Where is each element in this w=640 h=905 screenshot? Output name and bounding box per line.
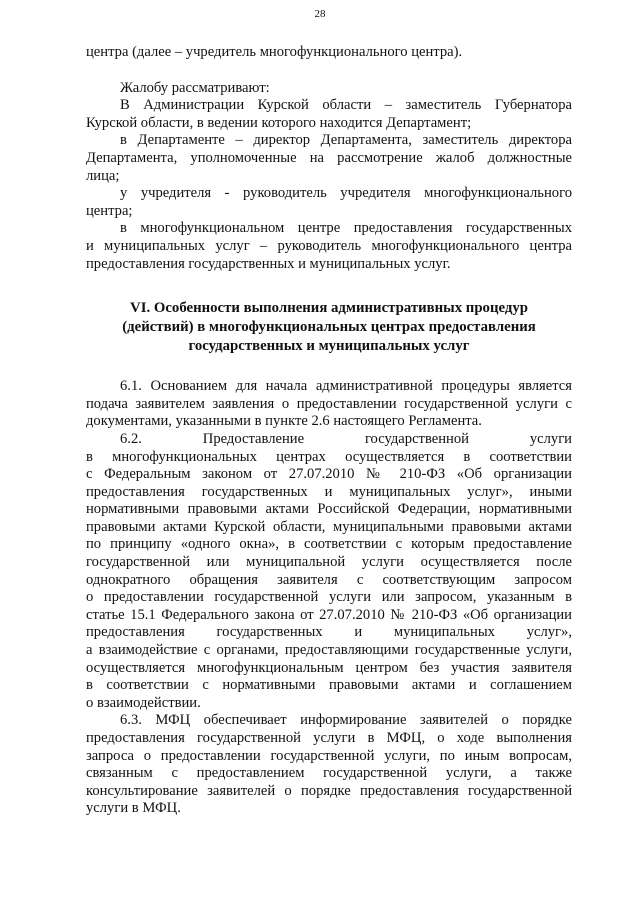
text-line: предоставления государственных и муниципальных услуг», [86, 624, 572, 641]
text-line: правовыми актами Курской области, муниципальными правовыми актами [86, 518, 572, 535]
document-body [86, 44, 572, 818]
text-line: осуществляется многофункциональным центром без участия заявителя [86, 659, 572, 676]
text-line: у учредителя - руководитель учредителя многофункционального [120, 185, 572, 202]
text-line: в соответствии с нормативными правовыми актами и соглашением [86, 677, 572, 694]
text-line: 6.2. Предоставление государственной услуги [120, 430, 572, 447]
text-line: в Департаменте – директор Департамента, заместитель директора [120, 132, 572, 149]
text-line: предоставления государственных и муниципальных услуг. [86, 255, 451, 272]
text-line: Жалобу рассматривают: [120, 79, 270, 96]
text-line: услуги в МФЦ. [86, 800, 181, 817]
text-line: 6.3. МФЦ обеспечивает информирование заявителей о порядке [120, 712, 572, 729]
paragraph-6-1 [86, 378, 572, 431]
text-line: нормативными правовыми актами Российской Федерации, нормативными [86, 501, 572, 518]
page-number: 28 [314, 8, 326, 20]
heading-line: VI. Особенности выполнения административных процедур [130, 300, 528, 317]
text-line: Курской области, в ведении которого находится Департамент; [86, 114, 472, 131]
complaint-item-2 [86, 132, 572, 185]
text-line: а взаимодействие с органами, предоставляющими государственные услуги, [86, 642, 572, 659]
text-line: в многофункциональном центре предоставления государственных [120, 220, 572, 237]
text-line: и муниципальных услуг – руководитель многофункционального центра [86, 237, 572, 254]
text-line: документами, указанными в пункте 2.6 настоящего Регламента. [86, 413, 482, 430]
text-line: подача заявителем заявления о предоставлении государственной услуги с [86, 395, 572, 412]
text-line: предоставления государственных и муниципальных услуг», иными [86, 483, 572, 500]
text-line: однократного обращения заявителя с соответствующим запросом [86, 571, 572, 588]
text-line: государственной или муниципальной услуги осуществляется после [86, 554, 572, 571]
paragraph-6-3 [86, 712, 572, 818]
text-line: В Администрации Курской области – заместитель Губернатора [120, 97, 572, 114]
text-line: предоставления государственной услуги в МФЦ, о ходе выполнения [86, 730, 572, 746]
complaint-item-1 [86, 97, 572, 132]
complaint-item-4 [86, 220, 572, 273]
paragraph-6-2 [86, 431, 572, 713]
text-line: о предоставлении государственной услуги или запросом, указанным в [86, 589, 572, 606]
heading-line: (действий) в многофункциональных центрах предоставления [122, 319, 536, 336]
heading-line: государственных и муниципальных услуг [188, 338, 470, 355]
text-line: центра (далее – учредитель многофункционального центра). [86, 44, 463, 60]
text-line: в многофункциональных центрах осуществляется в соответствии [86, 448, 572, 465]
complaint-item-3 [86, 185, 572, 220]
text-line: с Федеральным законом от 27.07.2010 № 210-ФЗ «Об организации [86, 466, 572, 483]
text-line: о взаимодействии. [86, 694, 201, 711]
text-line: 6.1. Основанием для начала административной процедуры является [120, 378, 572, 395]
section-heading [86, 299, 572, 356]
intro-paragraph [86, 44, 572, 62]
text-line: центра; [86, 202, 133, 219]
text-line: Департамента, уполномоченные на рассмотрение жалоб должностные [86, 149, 572, 166]
text-line: по принципу «одного окна», в соответствии с которым предоставление [86, 536, 572, 553]
text-line: лица; [86, 167, 120, 184]
text-line: статье 15.1 Федерального закона от 27.07.2010 № 210-ФЗ «Об организации [86, 606, 572, 623]
complaint-title [86, 80, 572, 98]
text-line: связанным с предоставлением государственной услуги, а также [86, 765, 572, 782]
text-line: консультирование заявителей о порядке предоставления государственной [86, 782, 572, 799]
text-line: запроса о предоставлении государственной услуги, по иным вопросам, [86, 747, 572, 764]
